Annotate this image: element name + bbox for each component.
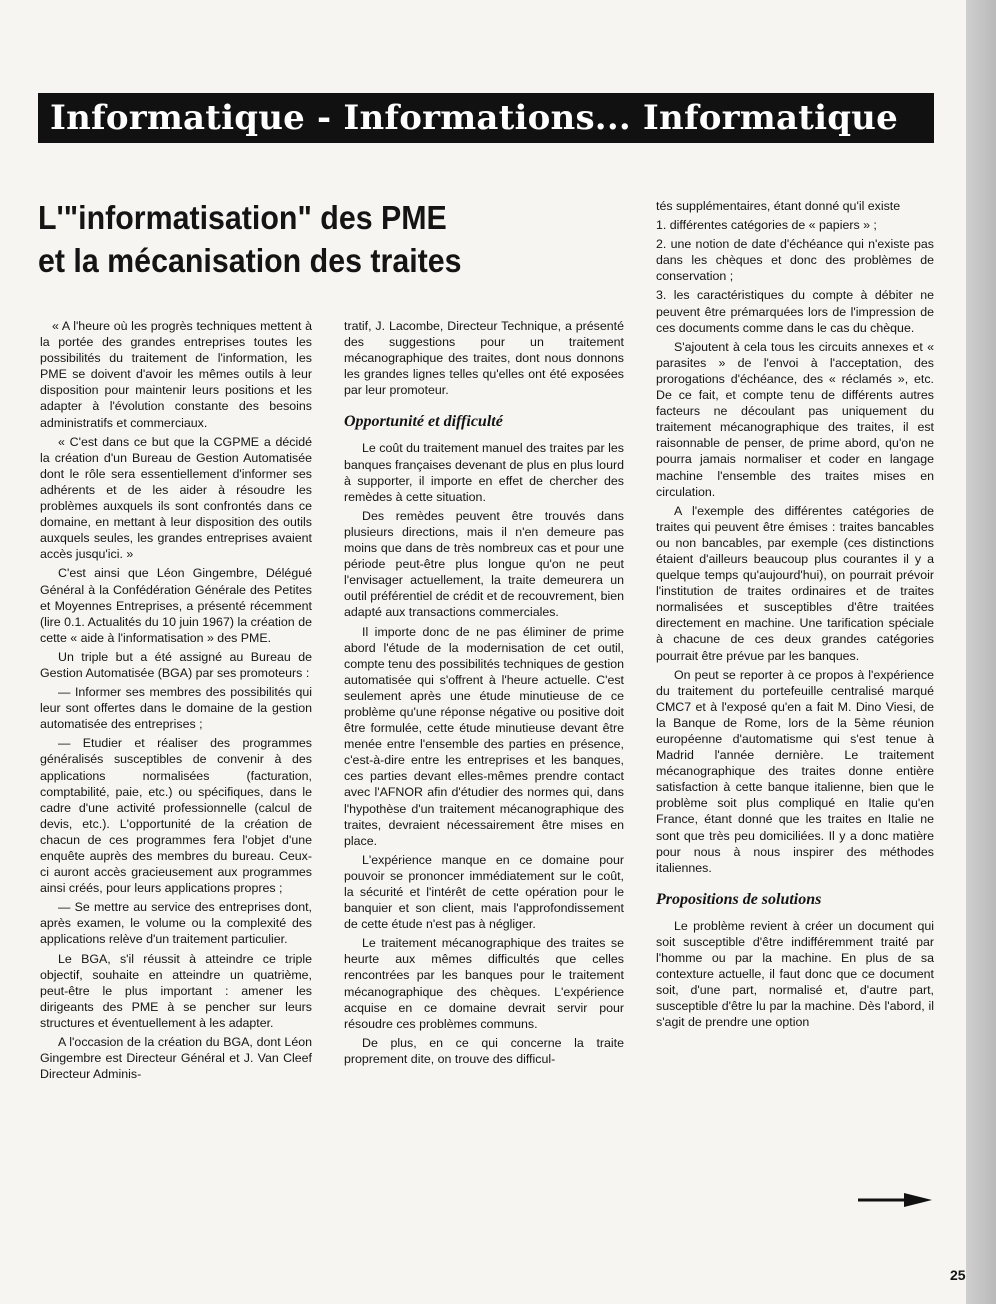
paragraph: Le traitement mécanographique des traites se heurte aux mêmes difficultés que celles rencontrées par les banques pour le traitement mécanographique des chèques. L'expérience acquise en ce domaine devrait servir pour résoudre ces problèmes communs.	[344, 936, 624, 1031]
list-item: 2. une notion de date d'échéance qui n'existe pas dans les chèques et donc des problèmes de conservation ;	[656, 237, 934, 284]
paragraph: A l'exemple des différentes catégories de traites qui peuvent être émises : traites bancables ou non bancables, par exemple (ces distinctions étaient d'ailleurs beaucoup plus courantes il y a quelque temps qu'aujourd'hui), on pourrait prévoir l'institution de traites ordinaires et de traites normalisées et susceptibles d'être traitées directement en machine. Une tarification spéciale à chacune de ces deux grandes catégories pourrait être prévue par les banques.	[656, 503, 934, 663]
paragraph: L'expérience manque en ce domaine pour pouvoir se prononcer immédiatement sur le coût, la sécurité et l'intérêt de cette opération pour le banquier et son client, mais l'approfondissement de cette étude n'est pas à négliger.	[344, 852, 624, 932]
paragraph: S'ajoutent à cela tous les circuits annexes et « parasites » de l'envoi à l'acceptation, des prorogations d'échéance, des « réclamés », etc. De ce fait, et compte tenu de différents autres facteurs ne découlant pas uniquement du traitement mécanographique des traites, il est raisonnable de penser, de prime abord, qu'on ne pourra jamais normaliser et coder en langage machine l'ensemble des traites mises en circulation.	[656, 339, 934, 499]
paragraph: De plus, en ce qui concerne la traite proprement dite, on trouve des difficul-	[344, 1035, 624, 1066]
title-line-1: L'"informatisation" des PME	[38, 199, 447, 236]
title-line-2: et la mécanisation des traites	[38, 242, 462, 279]
column-3	[656, 198, 934, 1034]
section-heading: Propositions de solutions	[656, 890, 822, 908]
section-banner	[38, 93, 934, 143]
paragraph: — Informer ses membres des possibilités qui leur sont offertes dans le domaine de la gestion automatisée des entreprises ;	[40, 685, 312, 732]
paragraph: — Etudier et réaliser des programmes généralisés susceptibles de convenir à des applications normalisées (facturation, comptabilité, paie, etc.) ou spécifiques, dans le cadre d'une activité professionnelle (calcul de devis, etc.). L'opportunité de la création de chacun de ces programmes fera l'objet d'une enquête auprès des membres du bureau. Ceux-ci auront accès gracieusement aux programmes ainsi créés, pour leurs applications propres ;	[40, 736, 312, 896]
paragraph: — Se mettre au service des entreprises dont, après examen, le volume ou la complexité des applications relève d'un traitement particulier.	[40, 900, 312, 947]
article-title	[38, 196, 553, 282]
paragraph: Des remèdes peuvent être trouvés dans plusieurs directions, mais il n'en demeure pas moins que dans de très nombreux cas et pour une période peut-être plus longue qu'on ne peut l'envisager actuellement, la traite demeurera un outil préférentiel de crédit et de recouvrement, bien adapté aux transactions commerciales.	[344, 508, 624, 620]
section-heading: Opportunité et difficulté	[344, 413, 503, 431]
page-edge	[966, 0, 996, 1304]
column-1	[40, 318, 312, 1085]
paragraph: tratif, J. Lacombe, Directeur Technique, a présenté des suggestions pour un traitement mécanographique des traites, dont nous donnons les grandes lignes telles qu'elles ont été exposées par leur promoteur.	[344, 319, 624, 398]
paragraph: On peut se reporter à ce propos à l'expérience du traitement du portefeuille centralisé marqué CMC7 et à l'exposé qu'en a fait M. Dino Viesi, de la Banque de Rome, lors de la 5ème réunion européenne d'automatisme qui s'est tenue à Madrid l'année dernière. Le traitement mécanographique des traites donne entière satisfaction à cette banque italienne, bien que le problème soit plus compliqué en Italie qu'en France, étant donné que les traites en Italie ne sont que très peu domiciliées. Il y a donc matière pour nous à nous inspirer des méthodes italiennes.	[656, 667, 934, 875]
paragraph: « A l'heure où les progrès techniques mettent à la portée des grandes entreprises toutes les possibilités du traitement de l'information, les PME se doivent d'avoir les mêmes outils à leur disposition pour maintenir leurs positions et les adapter à l'évolution constante des besoins administratifs et commerciaux.	[40, 319, 312, 430]
paragraph: tés supplémentaires, étant donné qu'il existe	[656, 199, 901, 213]
paragraph: C'est ainsi que Léon Gingembre, Délégué Général à la Confédération Générale des Petites et Moyennes Entreprises, a présenté récemment (lire 0.1. Actualités du 10 juin 1967) la création de cette « aide à l'informatisation » des PME.	[40, 566, 312, 645]
paragraph: A l'occasion de la création du BGA, dont Léon Gingembre est Directeur Général et J. Van Cleef Directeur Adminis-	[40, 1035, 312, 1082]
page-number: 25	[950, 1267, 966, 1283]
list-item: 1. différentes catégories de « papiers » ;	[656, 218, 877, 233]
list-item: 3. les caractéristiques du compte à débiter ne peuvent être prémarquées lors de l'impression de ces documents comme dans le cas du chèque.	[656, 288, 934, 335]
banner-text: Informatique - Informations... Informatique	[50, 98, 898, 138]
paragraph: Le BGA, s'il réussit à atteindre ce triple objectif, souhaite en atteindre un quatrième, peut-être le plus important : amener les dirigeants des PME à se pencher sur leurs structures et éventuellement à les adapter.	[40, 951, 312, 1030]
paragraph: « C'est dans ce but que la CGPME a décidé la création d'un Bureau de Gestion Automatisée dont le rôle sera essentiellement d'informer ses adhérents et de les aider à résoudre les problèmes auxquels ils sont confrontés dans ce domaine, en mettant à leur disposition des outils auxquels seules, les grandes entreprises avaient accès jusqu'ici. »	[40, 434, 312, 562]
paragraph: Un triple but a été assigné au Bureau de Gestion Automatisée (BGA) par ses promoteurs :	[40, 649, 312, 680]
paragraph: Il importe donc de ne pas éliminer de prime abord l'étude de la modernisation de cet outil, compte tenu des possibilités techniques de gestion automatisée qui s'offrent à l'heure actuelle. C'est seulement après une étude minutieuse de ce problème qu'une réponse négative ou positive doit être formulée, cette étude minutieuse devant être menée entre l'ensemble des parties en présence, c'est-à-dire entre les entreprises et les banques, ces parties devant elles-mêmes prendre contact avec l'AFNOR afin d'étudier des normes qui, dans l'hypothèse d'un traitement mécanographique des traites, devraient nécessairement être mises en place.	[344, 624, 624, 848]
right-arrow-icon	[858, 1190, 932, 1210]
column-2	[344, 318, 624, 1070]
paragraph: Le problème revient à créer un document qui soit susceptible d'être indifféremment traité par l'homme ou par la machine. En plus de sa contexture actuelle, il faut donc que ce document soit, d'une part, normalisé et, d'autre part, susceptible d'être lu par la machine. Dès l'abord, il s'agit de prendre une option	[656, 918, 934, 1030]
paragraph: Le coût du traitement manuel des traites par les banques françaises devenant de plus en plus lourd à supporter, il importe en effet de chercher des remèdes à cette situation.	[344, 441, 624, 504]
